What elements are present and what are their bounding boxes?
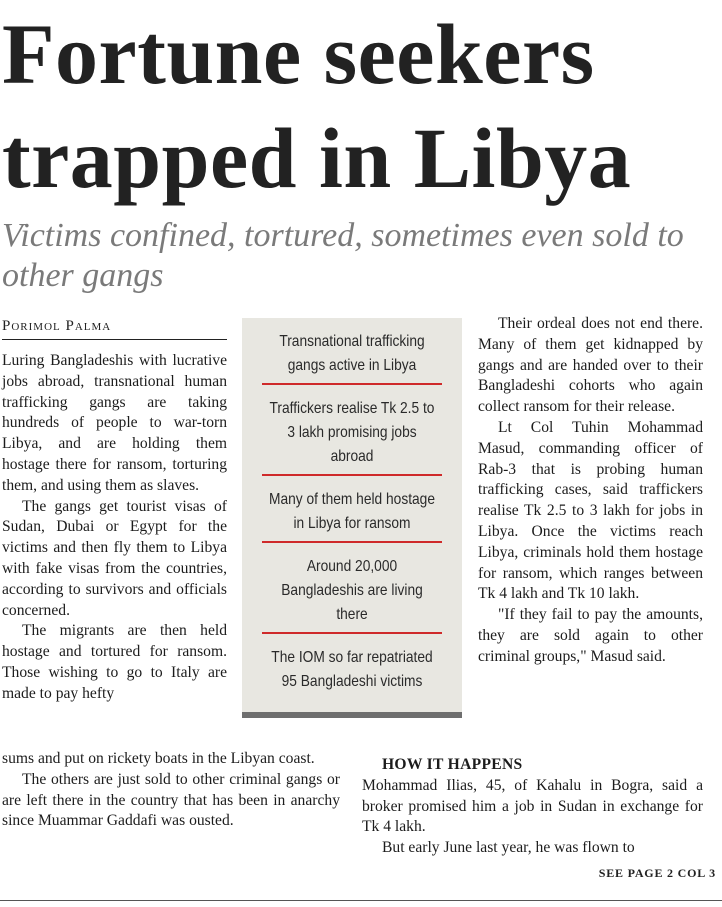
article-column-1-continued	[2, 749, 340, 832]
paragraph: The gangs get tourist visas of Sudan, Dubai or Egypt for the victims and then fly them to Libya with fake visas from the countries, according to survivors and officials concerned.	[2, 497, 227, 619]
article-column-1	[2, 351, 227, 705]
fact-item: Many of them held hostage in Libya for ransom	[268, 491, 435, 532]
paragraph: Mohammad Ilias, 45, of Kahalu in Bogra, said a broker promised him a job in Sudan in exchange for Tk 4 lakh.	[362, 776, 703, 836]
fact-box	[242, 318, 462, 718]
paragraph: Luring Bangladeshis with lucrative jobs abroad, transnational human trafficking gangs are taking hundreds of people to war-torn Libya, and are holding them hostage there for ransom, torturing them, and using them as slaves.	[2, 352, 227, 494]
divider	[0, 900, 722, 901]
paragraph: sums and put on rickety boats in the Libyan coast.	[2, 750, 315, 767]
paragraph: Their ordeal does not end there. Many of them get kidnapped by gangs and are handed over to their Bangladeshi cohorts who again collect ransom for their release.	[478, 315, 703, 416]
section-heading: HOW IT HAPPENS	[382, 756, 523, 773]
continuation-note: SEE PAGE 2 COL 3	[598, 866, 716, 880]
paragraph: Lt Col Tuhin Mohammad Masud, commanding officer of Rab-3 that is probing human trafficking cases, said traffickers realise Tk 2.5 to 3 lakh for jobs in Libya. Once the victims reach Libya, criminals hold them hostage for ransom, which ranges between Tk 4 lakh and Tk 10 lakh.	[478, 418, 703, 603]
fact-item: Around 20,000 Bangladeshis are living there	[281, 558, 423, 623]
headline: Fortune seekers trapped in Libya	[2, 6, 632, 206]
paragraph: But early June last year, he was flown to	[382, 839, 635, 857]
fact-item: Transnational trafficking gangs active in Libya	[279, 333, 425, 374]
byline: Porimol Palma	[2, 318, 227, 340]
fact-item: The IOM so far repatriated 95 Bangladeshi victims	[271, 649, 433, 690]
article-column-3	[478, 314, 703, 668]
paragraph: The migrants are then held hostage and tortured for ransom. Those wishing to go to Italy are made to pay hefty	[2, 622, 227, 702]
subheadline: Victims confined, tortured, sometimes even sold to other gangs	[2, 217, 684, 294]
paragraph: "If they fail to pay the amounts, they are sold again to other criminal groups," Masud said.	[478, 606, 703, 665]
paragraph: The others are just sold to other criminal gangs or are left there in the country that has been in anarchy since Muammar Gaddafi was ousted.	[2, 770, 340, 830]
article-column-3-continued	[362, 755, 703, 859]
fact-item: Traffickers realise Tk 2.5 to 3 lakh promising jobs abroad	[269, 400, 435, 465]
